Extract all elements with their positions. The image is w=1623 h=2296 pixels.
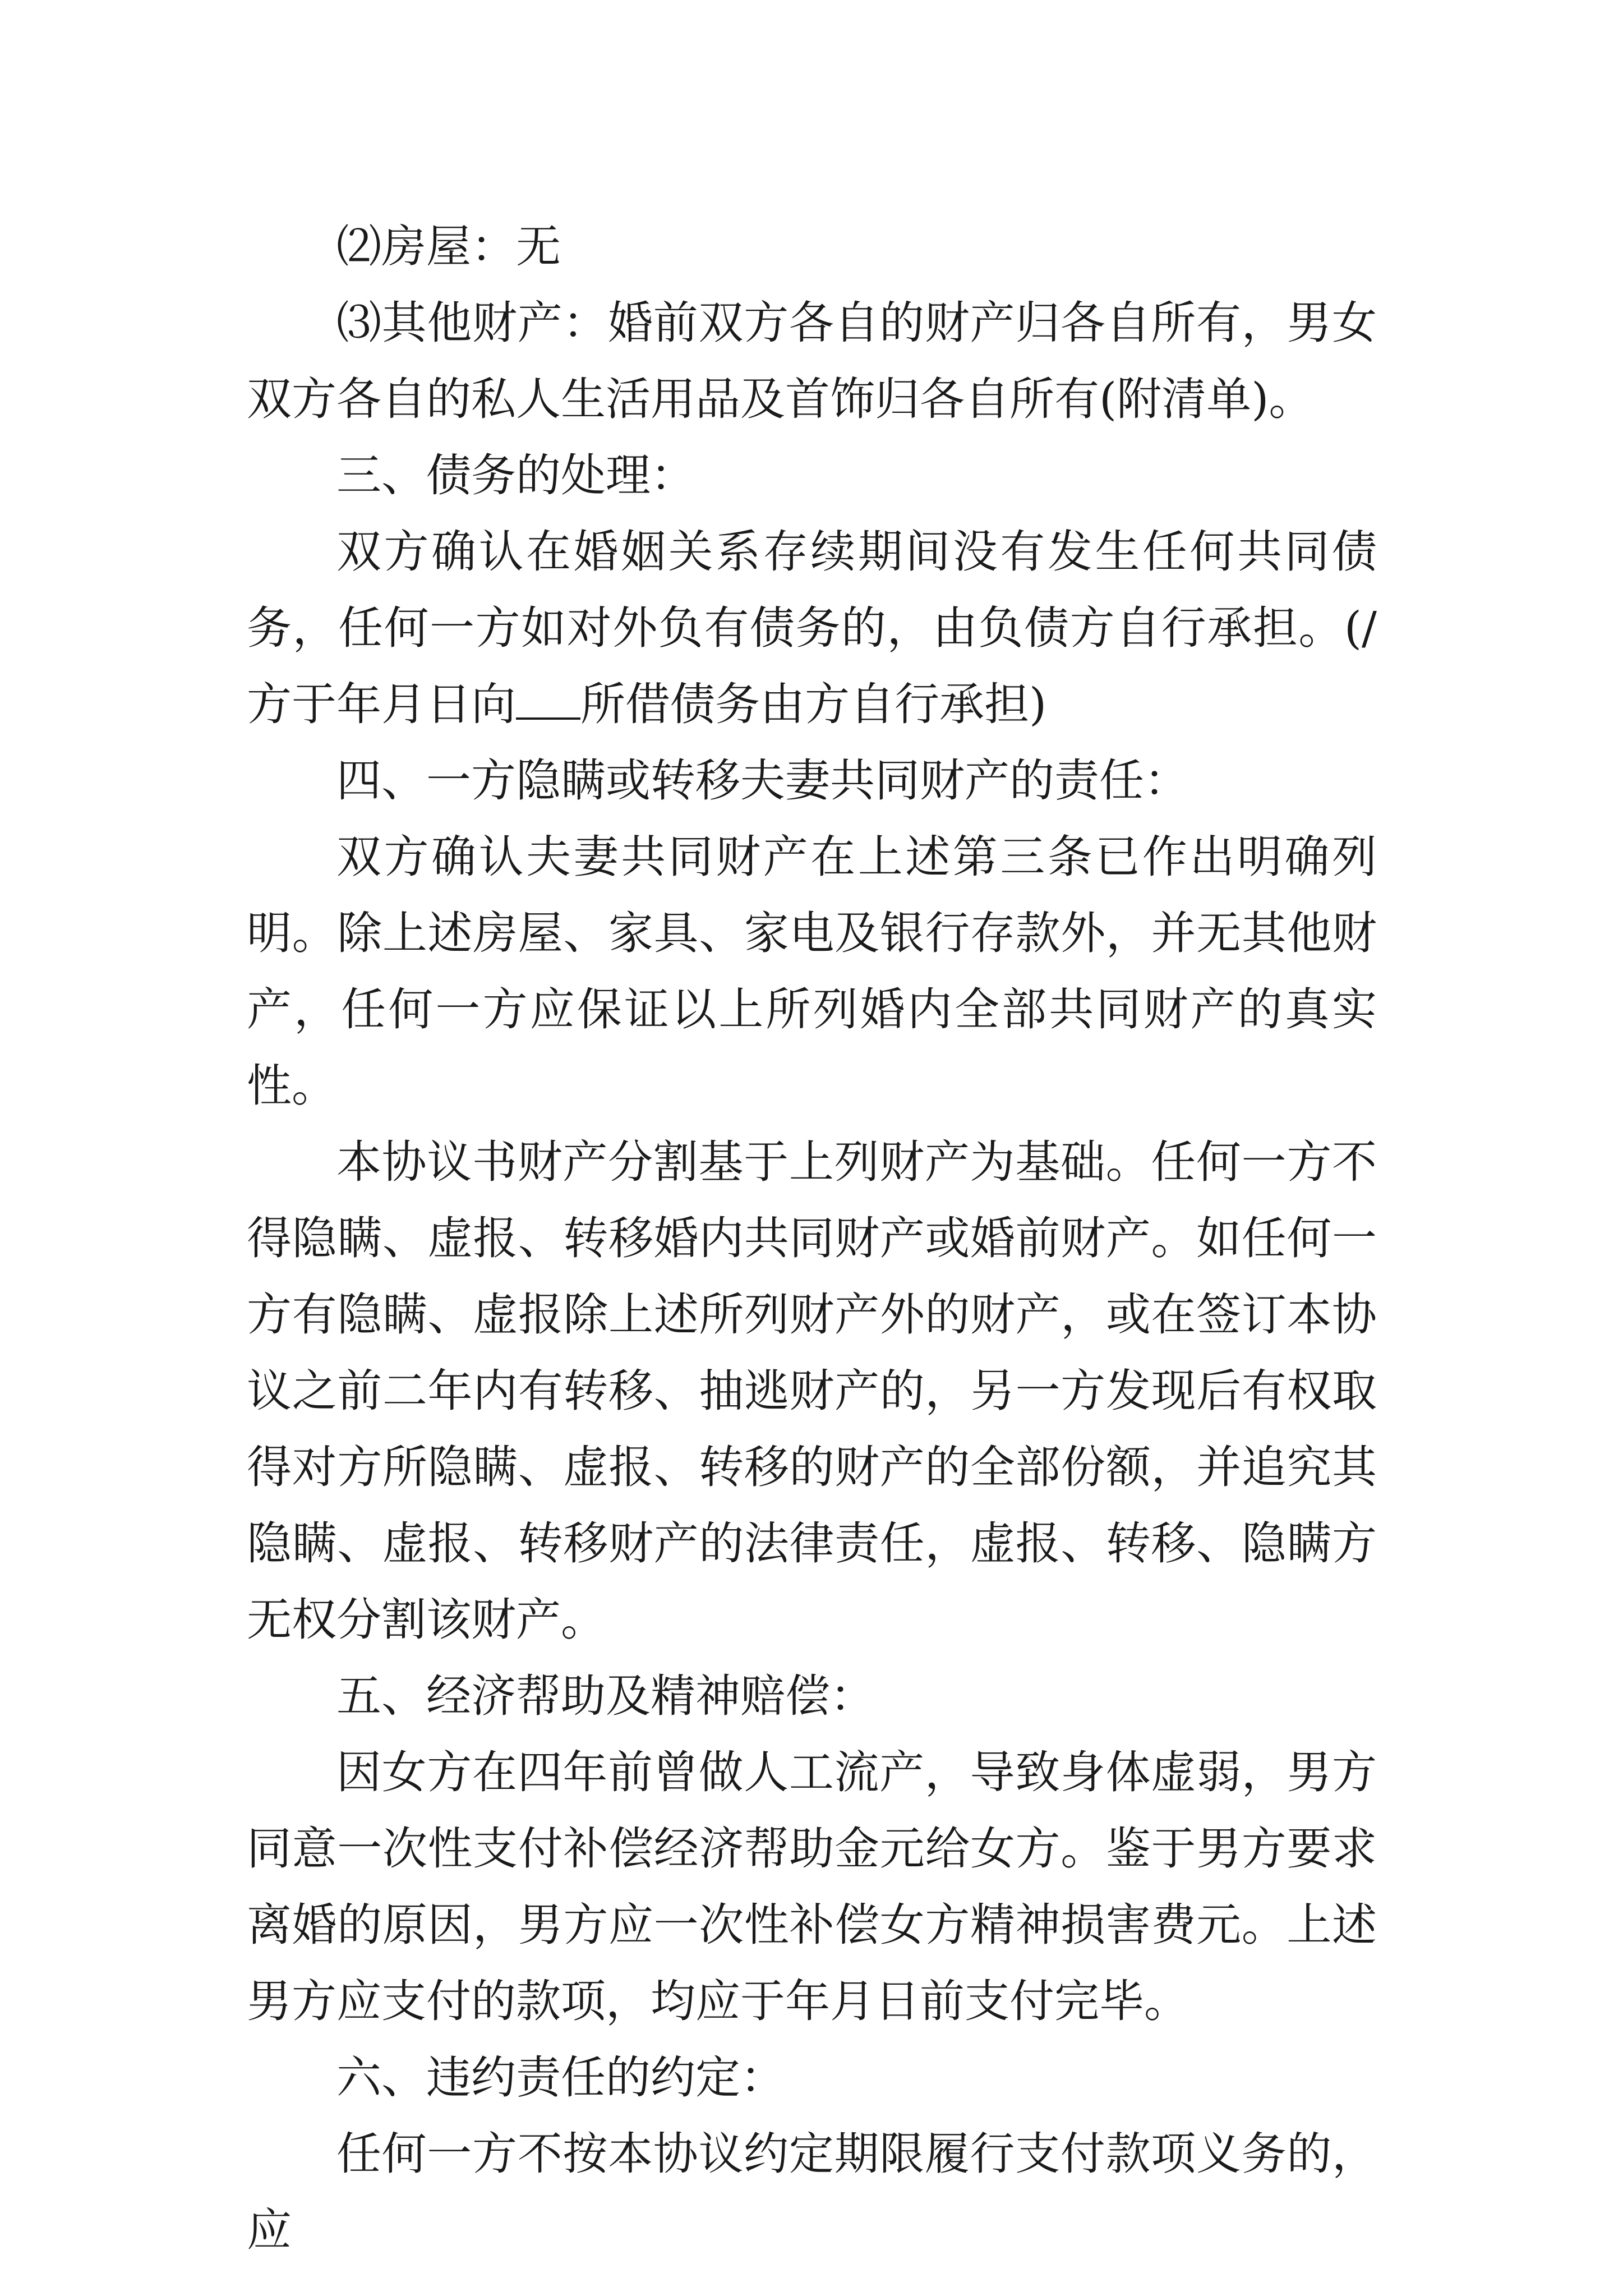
- item-house: ⑵房屋：无: [336, 220, 561, 273]
- concealment-paragraph-1: 双方确认夫妻共同财产在上述第三条已作出明确列明。除上述房屋、家具、家电及银行存款外，并无其他财产，任何一方应保证以上所列婚内全部共同财产的真实性。: [247, 831, 1377, 1112]
- debt-text-before-blank: 双方确认在婚姻关系存续期间没有发生任何共同债务，任何一方如对外负有债务的，由负债方自行承担。(/方于年月日向: [247, 526, 1377, 730]
- document-body: [247, 209, 1377, 2269]
- concealment-paragraph-2: 本协议书财产分割基于上列财产为基础。任何一方不得隐瞒、虚报、转移婚内共同财产或婚前财产。如任何一方有隐瞒、虚报除上述所列财产外的财产，或在签订本协议之前二年内有转移、抽逃财产的，另一方发现后有权取得对方所隐瞒、虚报、转移的财产的全部份额，并追究其隐瞒、虚报、转移财产的法律责任，虚报、转移、隐瞒方无权分割该财产。: [247, 1136, 1377, 1646]
- section-heading-concealment: 四、一方隐瞒或转移夫妻共同财产的责任：: [336, 754, 1189, 807]
- section-heading-liability: 六、违约责任的约定：: [336, 2051, 785, 2104]
- compensation-paragraph: 因女方在四年前曾做人工流产，导致身体虚弱，男方同意一次性支付补偿经济帮助金元给女方。鉴于男方要求离婚的原因，男方应一次性补偿女方精神损害费元。上述男方应支付的款项，均应于年月日前支付完毕。: [247, 1746, 1377, 2027]
- item-other-property: ⑶其他财产：婚前双方各自的财产归各自所有，男女双方各自的私人生活用品及首饰归各自所有(附清单)。: [247, 297, 1377, 425]
- debt-text-after-blank: 所借债务由方自行承担): [580, 678, 1047, 730]
- section-heading-debt: 三、债务的处理：: [336, 449, 695, 501]
- fill-in-blank: [516, 678, 580, 720]
- debt-paragraph: [247, 514, 1377, 743]
- liability-paragraph: 任何一方不按本协议约定期限履行支付款项义务的，应: [247, 2128, 1377, 2256]
- section-heading-compensation: 五、经济帮助及精神赔偿：: [336, 1670, 875, 1722]
